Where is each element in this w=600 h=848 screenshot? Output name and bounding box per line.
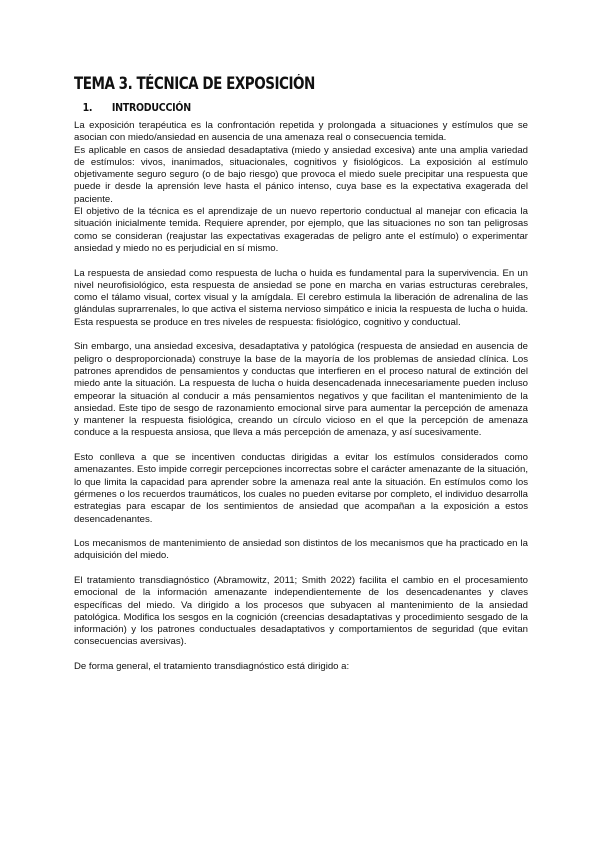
section-label: INTRODUCCIÓN bbox=[111, 101, 191, 114]
paragraph: Esto conlleva a que se incentiven conductas dirigidas a evitar los estímulos considerados como amenazantes. Esto impide corregir percepciones incorrectas sobre el carácter amenazante de la situación, lo que limita la capacidad para aprender sobre la amenaza real ante la situación. En estímulos como los gérmenes o los recuerdos traumáticos, los cuales no pueden evitarse por completo, el individuo desarrolla estrategias para escapar de los sentimientos de ansiedad que acompañan a la exposición a estos desencadenantes. bbox=[74, 452, 528, 525]
paragraph: El tratamiento transdiagnóstico (Abramowitz, 2011; Smith 2022) facilita el cambio en el procesamiento emocional de la información amenazante independientemente de los desencadenantes y claves específicas del miedo. Va dirigido a los procesos que subyacen al mantenimiento de la ansiedad patológica. Modifica los sesgos en la cognición (creencias desadaptativas y procedimiento sesgado de la información) y los patrones conductuales desadaptativos y comportamientos de seguridad (que evitan consecuencias aversivas). bbox=[74, 574, 528, 648]
section-number: 1. bbox=[82, 101, 93, 114]
paragraph: La respuesta de ansiedad como respuesta de lucha o huida es fundamental para la supervivencia. En un nivel neurofisiológico, esta respuesta de ansiedad se pone en marcha en varias estructuras cerebrales, como el tálamo visual, cortex visual y la amígdala. El cerebro estimula la liberación de adrenalina de las glándulas suprarrenales, lo que activa el sistema nervioso simpático e inicia la respuesta de lucha o huida. Esta respuesta se produce en tres niveles de respuesta: fisiológico, cognitivo y conductual. bbox=[74, 267, 528, 328]
paragraph: La exposición terapéutica es la confrontación repetida y prolongada a situaciones y estímulos que se asocian con miedo/ansiedad en ausencia de una amenaza real o consecuencia temida. bbox=[74, 120, 528, 144]
paragraph: Los mecanismos de mantenimiento de ansiedad son distintos de los mecanismos que ha practicado en la adquisición del miedo. bbox=[74, 538, 528, 562]
section-heading bbox=[74, 101, 464, 114]
paragraph: Sin embargo, una ansiedad excesiva, desadaptativa y patológica (respuesta de ansiedad en ausencia de peligro o desproporcionada) construye la base de la mayoría de los problemas de ansiedad clínica. Los patrones aprendidos de pensamientos y conductas que interfieren en el proceso natural de extinción del miedo ante la situación. La respuesta de lucha o huida desencadenada innecesariamente pueden incluso empeorar la situación al conducir a más pensamientos negativos y que facilitan el mantenimiento de la ansiedad. Este tipo de sesgo de razonamiento emocional sirve para aumentar la percepción de amenaza y mantener la respuesta fisiológica, creando un círculo vicioso en el que la percepción de amenaza conduce a la respuesta ansiosa, que lleva a más percepción de amenaza, y así sucesivamente. bbox=[74, 341, 528, 439]
paragraph: De forma general, el tratamiento transdiagnóstico está dirigido a: bbox=[74, 661, 350, 673]
paragraph: Es aplicable en casos de ansiedad desadaptativa (miedo y ansiedad excesiva) ante una amplia variedad de estímulos: vivos, inanimados, situacionales, cognitivos y fisiológicos. La exposición al estímulo objetivamente seguro seguro (o de bajo riesgo) que provoca el miedo suele precipitar una respuesta que puede ir desde la aprensión leve hasta el pánico intenso, cuya base es la expectativa exagerada del paciente. bbox=[74, 144, 528, 205]
page-title: TEMA 3. TÉCNICA DE EXPOSICIÓN bbox=[74, 74, 315, 93]
paragraph: El objetivo de la técnica es el aprendizaje de un nuevo repertorio conductual al manejar con eficacia la situación inicialmente temida. Requiere aprender, por ejemplo, que las situaciones no son tan peligrosas como se consideran (reajustar las expectativas exageradas de peligro ante el estímulo) o experimentar ansiedad y miedo no es perjudicial en sí mismo. bbox=[74, 206, 528, 254]
